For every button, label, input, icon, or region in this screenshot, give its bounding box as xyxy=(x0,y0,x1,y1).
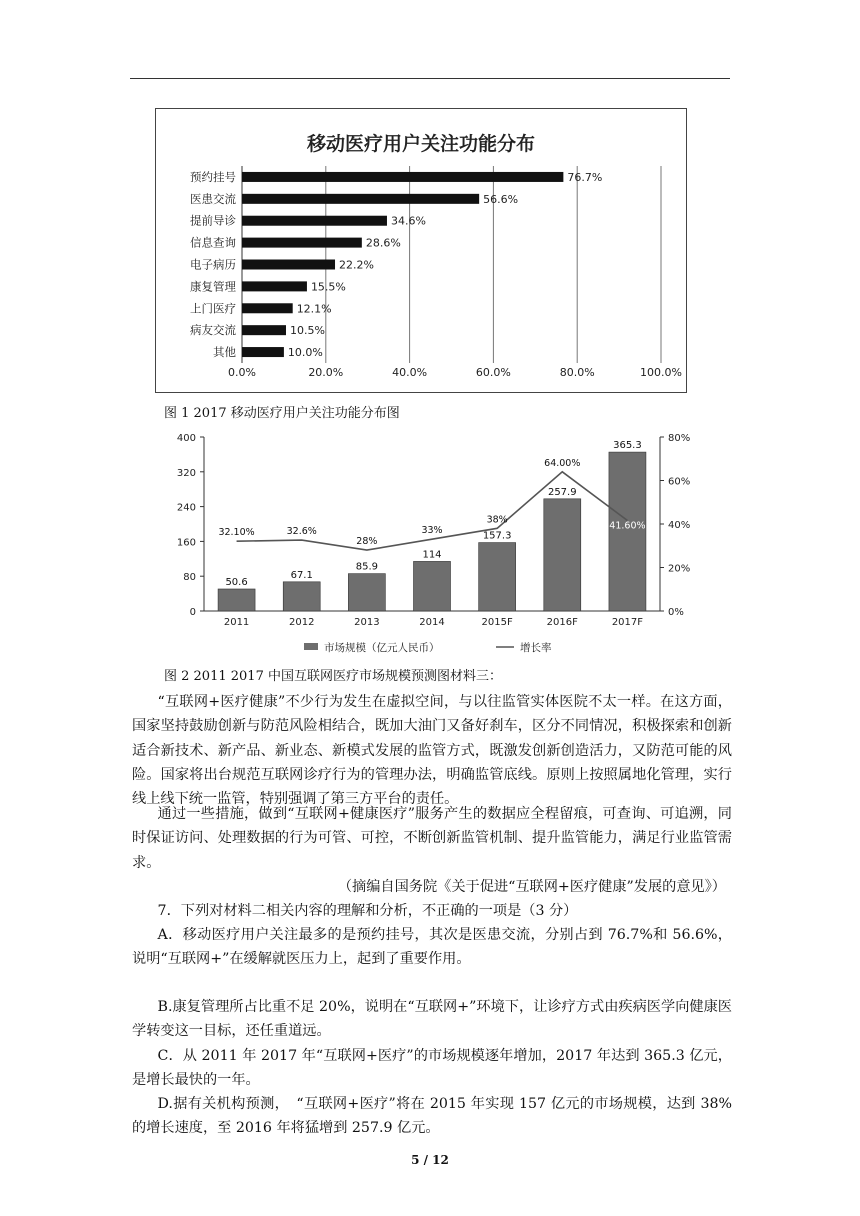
growth-label: 32.6% xyxy=(286,526,317,538)
right-tick-label: 60% xyxy=(668,476,691,488)
left-tick-label: 320 xyxy=(176,467,196,479)
bar xyxy=(242,347,284,357)
x-tick-label: 2012 xyxy=(288,617,315,628)
bar xyxy=(414,561,451,611)
category-label: 上门医疗 xyxy=(190,301,236,316)
growth-label: 38% xyxy=(486,514,508,526)
category-label: 医患交流 xyxy=(190,191,236,206)
category-label: 其他 xyxy=(213,345,236,360)
bar xyxy=(283,582,320,611)
figure2-svg xyxy=(174,426,696,658)
bar-value-label: 50.6 xyxy=(225,576,248,588)
category-label: 康复管理 xyxy=(190,279,236,294)
bar-value-label: 85.9 xyxy=(355,561,378,573)
figure1-chart xyxy=(155,108,687,393)
value-label: 10.5% xyxy=(289,324,325,338)
bar xyxy=(242,194,479,204)
figure1-caption: 图 1 2017 移动医疗用户关注功能分布图 xyxy=(164,406,400,421)
bar xyxy=(242,172,563,182)
right-tick-label: 80% xyxy=(668,433,691,444)
header-rule xyxy=(130,78,730,79)
bar-value-label: 157.3 xyxy=(482,530,512,542)
legend-bar-swatch xyxy=(304,643,318,650)
value-label: 56.6% xyxy=(483,192,519,206)
figure2-chart xyxy=(174,426,696,658)
paragraph-2: 通过一些措施，做到“互联网+健康医疗”服务产生的数据应全程留痕，可查询、可追溯，同时保证访问、处理数据的行为可管、可控，不断创新监管机制、提升监管能力，满足行业监管需求。 xyxy=(132,806,732,871)
left-tick-label: 160 xyxy=(176,537,196,549)
figure1-svg xyxy=(155,108,687,393)
category-label: 预约挂号 xyxy=(190,169,236,184)
bar-value-label: 365.3 xyxy=(613,440,642,452)
left-tick-label: 0 xyxy=(189,607,196,618)
x-tick-label: 40.0% xyxy=(392,366,428,379)
bar xyxy=(242,325,286,335)
category-label: 信息查询 xyxy=(190,235,236,250)
growth-label: 64.00% xyxy=(544,457,581,469)
right-tick-label: 0% xyxy=(668,607,684,618)
value-label: 15.5% xyxy=(310,280,346,294)
bar xyxy=(242,216,387,226)
question-7: 7．下列对材料二相关内容的理解和分析，不正确的一项是（3 分） xyxy=(157,903,578,919)
bar xyxy=(242,303,293,313)
left-tick-label: 240 xyxy=(176,502,196,514)
legend-line-label: 增长率 xyxy=(520,642,552,654)
x-tick-label: 60.0% xyxy=(475,366,511,379)
category-label: 病友交流 xyxy=(190,323,236,338)
value-label: 12.1% xyxy=(296,302,332,316)
x-tick-label: 2017F xyxy=(611,617,644,628)
option-d: D.据有关机构预测， “互联网+医疗”将在 2015 年实现 157 亿元的市场规模，达到 38%的增长速度，至 2016 年将猛增到 257.9 亿元。 xyxy=(132,1096,732,1137)
x-tick-label: 2011 xyxy=(223,617,250,628)
x-tick-label: 2015F xyxy=(481,617,513,628)
bar-value-label: 67.1 xyxy=(290,569,313,581)
growth-label: 32.10% xyxy=(218,527,255,539)
x-tick-label: 2016F xyxy=(546,617,578,628)
value-label: 10.0% xyxy=(287,346,323,360)
right-tick-label: 40% xyxy=(668,520,691,531)
growth-label: 41.60% xyxy=(609,520,646,532)
bar xyxy=(348,574,385,611)
bar xyxy=(218,589,255,611)
bar-value-label: 114 xyxy=(422,549,442,561)
bar xyxy=(242,238,362,248)
x-tick-label: 2013 xyxy=(354,617,380,628)
legend-bar-label: 市场规模（亿元人民币） xyxy=(324,642,440,654)
bar xyxy=(609,452,646,611)
bar xyxy=(242,260,335,270)
option-b: B.康复管理所占比重不足 20%，说明在“互联网+”环境下，让诊疗方式由疾病医学向健康医学转变这一目标，还任重道远。 xyxy=(132,999,732,1040)
figure2-caption: 图 2 2011 2017 中国互联网医疗市场规模预测图材料三： xyxy=(164,669,502,684)
paragraph-1: “互联网+医疗健康”不少行为发生在虚拟空间，与以往监管实体医院不太一样。在这方面，国家坚持鼓励创新与防范风险相结合，既加大油门又备好刹车，区分不同情况，积极探索和创新适合新技术、新产品、新业态、新模式发展的监管方式，既激发创新创造活力，又防范可能的风险。国家将出台规范互联网诊疗行为的管理办法，明确监管底线。原则上按照属地化管理，实行线上线下统一监管，特别强调了第三方平台的责任。 xyxy=(132,694,732,808)
growth-label: 33% xyxy=(421,525,443,537)
bar xyxy=(242,281,307,291)
x-tick-label: 80.0% xyxy=(559,366,595,379)
category-label: 电子病历 xyxy=(190,257,236,272)
x-tick-label: 2014 xyxy=(419,617,445,628)
left-tick-label: 80 xyxy=(183,572,196,584)
bar xyxy=(544,499,581,611)
right-tick-label: 20% xyxy=(668,563,691,575)
growth-label: 28% xyxy=(356,536,378,548)
x-tick-label: 100.0% xyxy=(640,366,682,379)
x-tick-label: 20.0% xyxy=(308,366,344,379)
value-label: 22.2% xyxy=(339,258,374,272)
value-label: 34.6% xyxy=(390,214,426,228)
option-c: C．从 2011 年 2017 年“互联网+医疗”的市场规模逐年增加，2017 年达到 365.3 亿元，是增长最快的一年。 xyxy=(132,1048,732,1089)
category-label: 提前导诊 xyxy=(190,213,236,228)
figure1-title: 移动医疗用户关注功能分布 xyxy=(306,133,536,155)
x-tick-label: 0.0% xyxy=(228,366,256,379)
value-label: 76.7% xyxy=(567,170,603,184)
value-label: 28.6% xyxy=(365,236,401,250)
left-tick-label: 400 xyxy=(176,433,196,444)
bar xyxy=(479,543,516,611)
bar-value-label: 257.9 xyxy=(547,486,577,498)
option-a: A．移动医疗用户关注最多的是预约挂号，其次是医患交流，分别占到 76.7%和 56.6%，说明“互联网+”在缓解就医压力上，起到了重要作用。 xyxy=(132,927,732,968)
page-number: 5 / 12 xyxy=(411,1153,449,1167)
source-note: （摘编自国务院《关于促进“互联网+医疗健康”发展的意见》） xyxy=(337,879,726,895)
